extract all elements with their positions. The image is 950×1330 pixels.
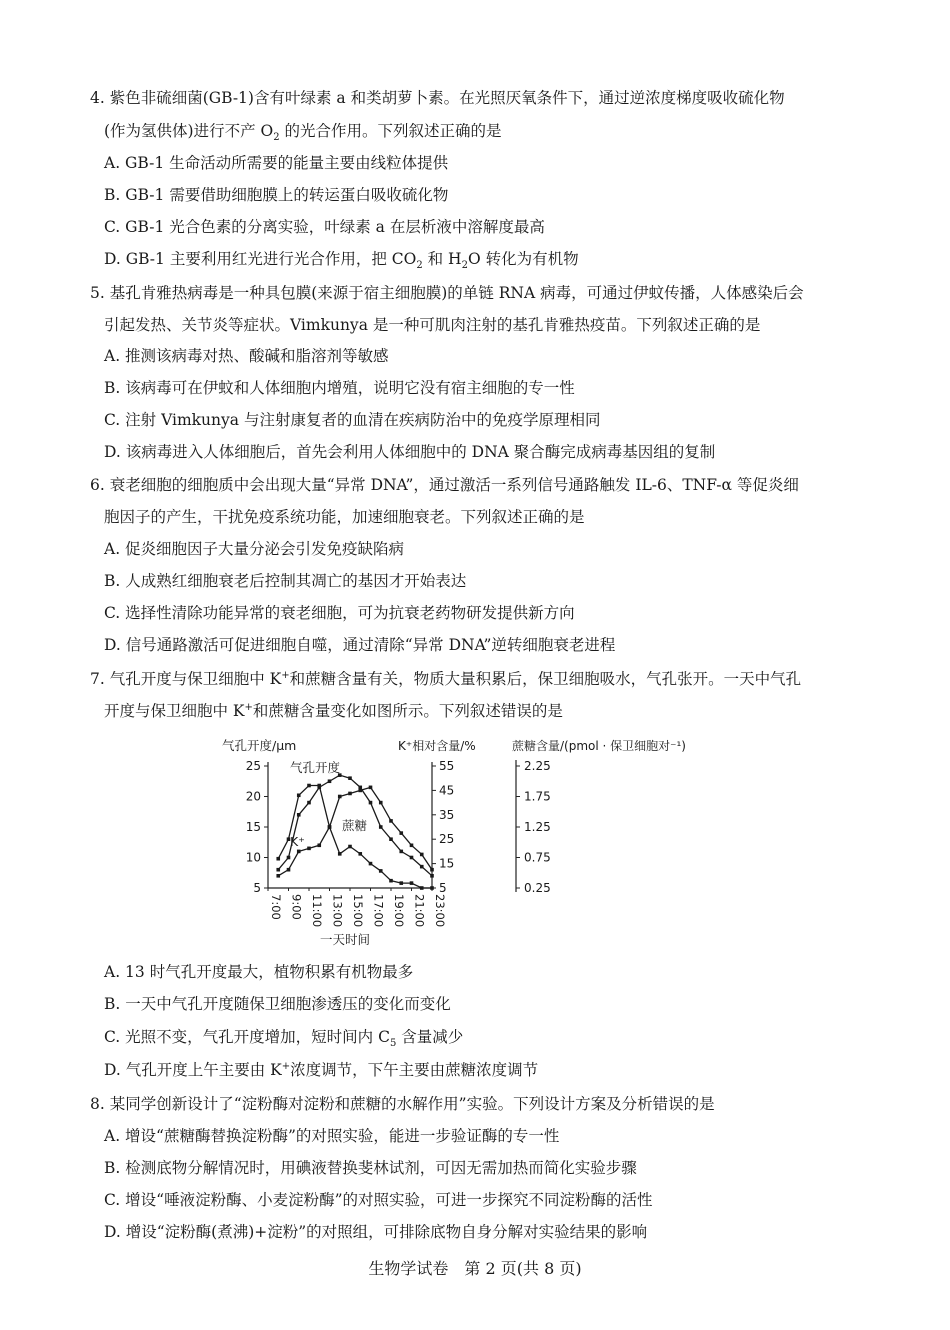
series-point-1: [389, 879, 393, 883]
q6-option-c: C. 选择性清除功能异常的衰老细胞，可为抗衰老药物研发提供新方向: [104, 604, 575, 622]
series-point-0: [307, 801, 311, 805]
q8-option-d: D. 增设“淀粉酶(煮沸)+淀粉”的对照组，可排除底物自身分解对实验结果的影响: [104, 1223, 648, 1241]
y2-tick-label: 5: [439, 881, 447, 895]
series-point-1: [348, 845, 352, 849]
x-tick-label: 17:00: [371, 894, 386, 928]
series-point-2: [358, 789, 362, 793]
q7-stem-line1: 7. 气孔开度与保卫细胞中 K+和蔗糖含量有关，物质大量积累后，保卫细胞吸水，气孔张开。一天中气孔: [90, 669, 802, 688]
series-point-0: [410, 856, 414, 860]
q7-option-a: A. 13 时气孔开度最大，植物积累有机物最多: [104, 963, 414, 981]
q7-option-d: D. 气孔开度上午主要由 K+浓度调节，下午主要由蔗糖浓度调节: [104, 1060, 539, 1079]
series-point-2: [307, 847, 311, 851]
series-point-2: [338, 795, 342, 799]
series-point-1: [338, 852, 342, 856]
series-point-1: [317, 784, 321, 788]
series-point-2: [287, 868, 291, 872]
series-point-2: [420, 853, 424, 857]
x-tick-label: 15:00: [351, 894, 365, 928]
y3-axis-label: 蔗糖含量/(pmol · 保卫细胞对⁻¹): [512, 739, 686, 753]
x-tick-label: 9:00: [289, 894, 304, 920]
stomata-chart: [210, 734, 750, 954]
q6-stem-line1: 6. 衰老细胞的细胞质中会出现大量“异常 DNA”，通过激活一系列信号通路触发 IL-6、TNF-α 等促炎细: [90, 476, 799, 494]
y1-tick-label: 15: [245, 820, 261, 834]
series-point-1: [307, 784, 311, 788]
q5-option-d: D. 该病毒进入人体细胞后，首先会利用人体细胞中的 DNA 聚合酶完成病毒基因组的复制: [104, 443, 716, 461]
series-point-0: [369, 801, 373, 805]
y1-tick-label: 20: [245, 789, 261, 804]
q4-option-d: D. GB-1 主要利用红光进行光合作用，把 $CO_2$ 和 $H_2O$ 转化为有机物: [104, 250, 579, 272]
x-tick-label: 7:00: [269, 894, 283, 920]
y2-tick-label: 35: [439, 807, 455, 822]
series-point-1: [358, 852, 362, 856]
series-point-1: [276, 857, 280, 861]
y2-axis-label: K⁺相对含量/%: [398, 739, 476, 753]
q4-stem-line2: (作为氢供体)进行不产 $O_2$ 的光合作用。下列叙述正确的是: [104, 122, 502, 144]
series-point-1: [297, 793, 301, 797]
series-point-2: [410, 844, 414, 848]
q5-option-b: B. 该病毒可在伊蚊和人体细胞内增殖，说明它没有宿主细胞的专一性: [104, 379, 575, 397]
series-point-0: [348, 776, 352, 780]
series-point-2: [297, 850, 301, 854]
x-axis-label: 一天时间: [320, 932, 371, 947]
q4-option-a: A. GB-1 生命活动所需要的能量主要由线粒体提供: [104, 154, 449, 172]
series-point-0: [379, 825, 383, 829]
q6-option-a: A. 促炎细胞因子大量分泌会引发免疫缺陷病: [104, 540, 405, 558]
x-tick-label: 11:00: [310, 894, 324, 928]
y3-tick-label: 1.75: [524, 789, 551, 804]
q8-option-b: B. 检测底物分解情况时，用碘液替换斐林试剂，可因无需加热而简化实验步骤: [104, 1159, 637, 1177]
q7-option-c: C. 光照不变，气孔开度增加，短时间内 $C_5$ 含量减少: [104, 1028, 464, 1050]
q5-option-a: A. 推测该病毒对热、酸碱和脂溶剂等敏感: [104, 347, 389, 365]
y1-axis-label: 气孔开度/μm: [222, 738, 297, 753]
q6-option-b: B. 人成熟红细胞衰老后控制其凋亡的基因才开始表达: [104, 572, 467, 590]
y3-tick-label: 1.25: [524, 820, 551, 834]
q7-option-b: B. 一天中气孔开度随保卫细胞渗透压的变化而变化: [104, 995, 451, 1013]
series-point-1: [410, 881, 414, 885]
q8-option-a: A. 增设“蔗糖酶替换淀粉酶”的对照实验，能进一步验证酶的专一性: [104, 1127, 560, 1145]
series-point-0: [389, 837, 393, 841]
x-tick-label: 23:00: [433, 894, 447, 928]
series-label-0: 气孔开度: [290, 760, 341, 775]
y3-tick-label: 0.25: [524, 881, 551, 895]
series-point-0: [430, 874, 434, 878]
page-footer: 生物学试卷 第 2 页(共 8 页): [368, 1259, 582, 1278]
series-point-1: [399, 881, 403, 885]
x-tick-label: 13:00: [330, 894, 345, 928]
series-point-0: [287, 856, 291, 860]
series-point-2: [399, 831, 403, 835]
y2-tick-label: 45: [439, 783, 455, 798]
series-point-0: [276, 868, 280, 872]
series-point-1: [369, 862, 373, 866]
q4-stem-line1: 4. 紫色非硫细菌(GB-1)含有叶绿素 a 和类胡萝卜素。在光照厌氧条件下，通过逆浓度梯度吸收硫化物: [90, 89, 785, 107]
y1-tick-label: 5: [253, 881, 261, 895]
q8-option-c: C. 增设“唾液淀粉酶、小麦淀粉酶”的对照实验，可进一步探究不同淀粉酶的活性: [104, 1191, 653, 1209]
q5-option-c: C. 注射 Vimkunya 与注射康复者的血清在疾病防治中的免疫学原理相同: [104, 411, 601, 429]
series-point-0: [328, 779, 332, 783]
series-point-2: [328, 825, 332, 829]
series-point-2: [276, 874, 280, 878]
series-point-0: [420, 865, 424, 869]
series-point-2: [348, 792, 352, 796]
y3-tick-label: 2.25: [524, 759, 551, 773]
y2-tick-label: 55: [439, 759, 455, 773]
series-label-2: 蔗糖: [342, 818, 368, 833]
series-point-2: [430, 868, 434, 872]
series-point-1: [420, 886, 424, 890]
q6-option-d: D. 信号通路激活可促进细胞自噬，通过清除“异常 DNA”逆转细胞衰老进程: [104, 636, 616, 654]
q7-stem-line2: 开度与保卫细胞中 K+和蔗糖含量变化如图所示。下列叙述错误的是: [104, 701, 563, 720]
series-point-1: [430, 886, 434, 890]
y1-tick-label: 10: [245, 850, 261, 865]
q5-stem-line1: 5. 基孔肯雅热病毒是一种具包膜(来源于宿主细胞膜)的单链 RNA 病毒，可通过伊蚊传播，人体感染后会: [90, 284, 804, 302]
q4-option-c: C. GB-1 光合色素的分离实验，叶绿素 a 在层析液中溶解度最高: [104, 218, 545, 236]
q5-stem-line2: 引起发热、关节炎等症状。Vimkunya 是一种可肌肉注射的基孔肯雅热疫苗。下列叙述正确的是: [104, 316, 761, 334]
series-point-0: [399, 850, 403, 854]
q6-stem-line2: 胞因子的产生，干扰免疫系统功能，加速细胞衰老。下列叙述正确的是: [104, 508, 585, 526]
q4-option-b: B. GB-1 需要借助细胞膜上的转运蛋白吸收硫化物: [104, 186, 449, 204]
y3-tick-label: 0.75: [524, 850, 551, 865]
y2-tick-label: 15: [439, 856, 455, 871]
x-tick-label: 19:00: [392, 894, 406, 928]
x-tick-label: 21:00: [412, 894, 427, 928]
series-point-1: [379, 869, 383, 873]
series-label-1: K⁺: [290, 834, 305, 849]
series-point-2: [369, 786, 373, 790]
series-point-2: [317, 844, 321, 848]
series-point-0: [297, 813, 301, 817]
q8-stem-line1: 8. 某同学创新设计了“淀粉酶对淀粉和蔗糖的水解作用”实验。下列设计方案及分析错误的是: [90, 1095, 715, 1113]
series-point-2: [379, 801, 383, 805]
y1-tick-label: 25: [245, 759, 261, 773]
y2-tick-label: 25: [439, 832, 455, 847]
series-point-2: [389, 819, 393, 823]
